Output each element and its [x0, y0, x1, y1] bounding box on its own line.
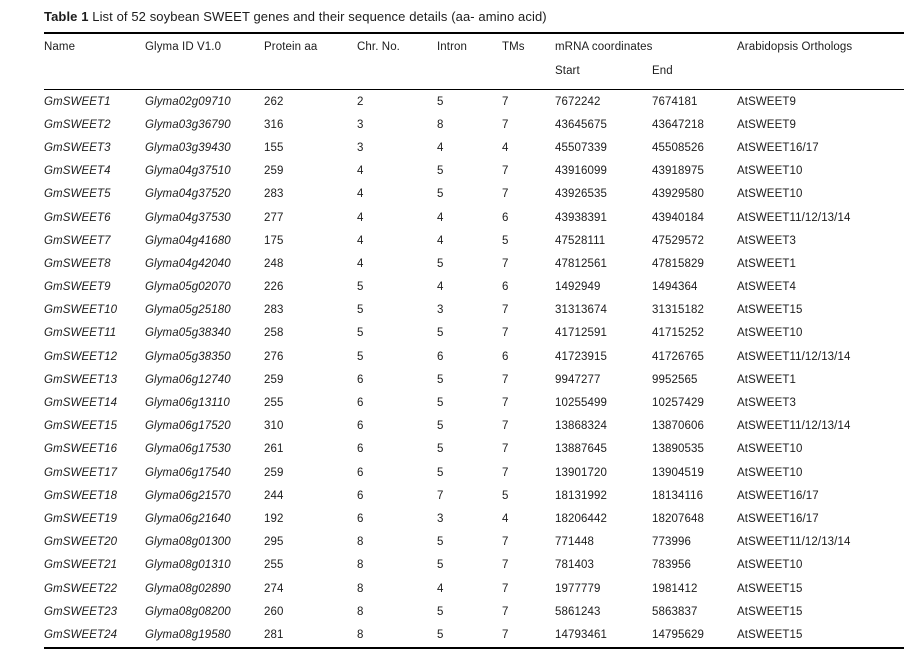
cell-arabidopsis-ortholog: AtSWEET1	[737, 373, 796, 386]
cell-mrna-end: 13890535	[652, 443, 704, 456]
cell-protein-aa: 175	[264, 234, 284, 247]
table-row	[44, 229, 904, 252]
cell-mrna-start: 43938391	[555, 211, 607, 224]
table-row	[44, 160, 904, 183]
cell-intron: 5	[437, 559, 444, 572]
cell-mrna-end: 1494364	[652, 281, 698, 294]
table-row	[44, 391, 904, 414]
cell-protein-aa: 261	[264, 443, 284, 456]
cell-gene-name: GmSWEET10	[44, 304, 118, 317]
column-header-intron: Intron	[437, 41, 468, 53]
cell-arabidopsis-ortholog: AtSWEET9	[737, 118, 796, 131]
cell-gene-name: GmSWEET23	[44, 605, 118, 618]
column-header-name: Name	[44, 41, 76, 53]
cell-mrna-start: 1492949	[555, 281, 601, 294]
table-row	[44, 461, 904, 484]
cell-arabidopsis-ortholog: AtSWEET15	[737, 582, 803, 595]
cell-tms: 7	[502, 466, 509, 479]
cell-tms: 4	[502, 141, 509, 154]
cell-tms: 7	[502, 188, 509, 201]
cell-mrna-start: 14793461	[555, 628, 607, 641]
cell-intron: 5	[437, 605, 444, 618]
cell-protein-aa: 244	[264, 489, 284, 502]
cell-tms: 6	[502, 350, 509, 363]
cell-mrna-start: 43916099	[555, 165, 607, 178]
cell-tms: 7	[502, 165, 509, 178]
cell-mrna-start: 31313674	[555, 304, 607, 317]
cell-glyma-id: Glyma05g02070	[145, 281, 231, 294]
cell-intron: 3	[437, 512, 444, 525]
cell-protein-aa: 283	[264, 304, 284, 317]
cell-protein-aa: 283	[264, 188, 284, 201]
cell-intron: 5	[437, 420, 444, 433]
cell-tms: 7	[502, 327, 509, 340]
cell-mrna-end: 783956	[652, 559, 691, 572]
table-row	[44, 113, 904, 136]
cell-intron: 4	[437, 211, 444, 224]
cell-mrna-start: 18131992	[555, 489, 607, 502]
cell-mrna-end: 9952565	[652, 373, 698, 386]
cell-glyma-id: Glyma08g02890	[145, 582, 231, 595]
cell-chr-no: 6	[357, 466, 364, 479]
cell-tms: 7	[502, 628, 509, 641]
cell-gene-name: GmSWEET12	[44, 350, 118, 363]
cell-mrna-start: 13901720	[555, 466, 607, 479]
header-row-main	[44, 33, 904, 63]
cell-glyma-id: Glyma03g36790	[145, 118, 231, 131]
cell-gene-name: GmSWEET5	[44, 188, 111, 201]
cell-intron: 4	[437, 141, 444, 154]
cell-chr-no: 2	[357, 95, 364, 108]
cell-gene-name: GmSWEET8	[44, 257, 111, 270]
cell-tms: 6	[502, 281, 509, 294]
cell-gene-name: GmSWEET15	[44, 420, 118, 433]
cell-chr-no: 6	[357, 397, 364, 410]
cell-chr-no: 6	[357, 443, 364, 456]
cell-gene-name: GmSWEET20	[44, 536, 118, 549]
cell-chr-no: 3	[357, 141, 364, 154]
table-caption	[44, 8, 904, 25]
cell-glyma-id: Glyma06g17530	[145, 443, 231, 456]
cell-tms: 7	[502, 605, 509, 618]
cell-chr-no: 4	[357, 188, 364, 201]
cell-chr-no: 5	[357, 304, 364, 317]
column-header-tms: TMs	[502, 41, 525, 53]
cell-glyma-id: Glyma03g39430	[145, 141, 231, 154]
cell-tms: 7	[502, 304, 509, 317]
cell-mrna-end: 45508526	[652, 141, 704, 154]
cell-arabidopsis-ortholog: AtSWEET15	[737, 605, 803, 618]
table-row	[44, 276, 904, 299]
table-row	[44, 438, 904, 461]
cell-mrna-start: 13887645	[555, 443, 607, 456]
cell-intron: 3	[437, 304, 444, 317]
cell-intron: 5	[437, 628, 444, 641]
cell-mrna-start: 43926535	[555, 188, 607, 201]
cell-intron: 5	[437, 466, 444, 479]
table-body	[44, 90, 904, 648]
cell-arabidopsis-ortholog: AtSWEET11/12/13/14	[737, 420, 851, 433]
cell-mrna-start: 43645675	[555, 118, 607, 131]
cell-intron: 5	[437, 165, 444, 178]
cell-chr-no: 4	[357, 257, 364, 270]
cell-mrna-start: 10255499	[555, 397, 607, 410]
cell-mrna-start: 13868324	[555, 420, 607, 433]
cell-protein-aa: 192	[264, 512, 284, 525]
cell-arabidopsis-ortholog: AtSWEET10	[737, 559, 803, 572]
cell-tms: 7	[502, 397, 509, 410]
cell-protein-aa: 259	[264, 373, 284, 386]
cell-intron: 4	[437, 281, 444, 294]
cell-protein-aa: 259	[264, 466, 284, 479]
cell-gene-name: GmSWEET13	[44, 373, 118, 386]
cell-tms: 7	[502, 582, 509, 595]
cell-protein-aa: 260	[264, 605, 284, 618]
cell-protein-aa: 248	[264, 257, 284, 270]
cell-glyma-id: Glyma06g21640	[145, 512, 231, 525]
cell-arabidopsis-ortholog: AtSWEET9	[737, 95, 796, 108]
column-header-start: Start	[555, 65, 580, 77]
cell-mrna-start: 781403	[555, 559, 594, 572]
cell-chr-no: 4	[357, 165, 364, 178]
column-header-chr-no: Chr. No.	[357, 41, 400, 53]
cell-arabidopsis-ortholog: AtSWEET16/17	[737, 489, 819, 502]
cell-arabidopsis-ortholog: AtSWEET15	[737, 628, 803, 641]
cell-protein-aa: 155	[264, 141, 284, 154]
cell-arabidopsis-ortholog: AtSWEET1	[737, 257, 796, 270]
cell-arabidopsis-ortholog: AtSWEET15	[737, 304, 803, 317]
cell-mrna-start: 47528111	[555, 234, 606, 247]
cell-gene-name: GmSWEET24	[44, 628, 118, 641]
cell-tms: 7	[502, 420, 509, 433]
table-row	[44, 368, 904, 391]
cell-intron: 5	[437, 373, 444, 386]
cell-protein-aa: 274	[264, 582, 284, 595]
cell-protein-aa: 281	[264, 628, 284, 641]
column-header-end: End	[652, 65, 673, 77]
cell-mrna-end: 5863837	[652, 605, 698, 618]
cell-glyma-id: Glyma06g17540	[145, 466, 231, 479]
cell-protein-aa: 310	[264, 420, 284, 433]
cell-mrna-end: 773996	[652, 536, 691, 549]
cell-tms: 7	[502, 95, 509, 108]
table-row	[44, 183, 904, 206]
cell-mrna-start: 7672242	[555, 95, 601, 108]
cell-arabidopsis-ortholog: AtSWEET3	[737, 234, 796, 247]
cell-chr-no: 3	[357, 118, 364, 131]
cell-gene-name: GmSWEET11	[44, 327, 117, 340]
cell-arabidopsis-ortholog: AtSWEET3	[737, 397, 796, 410]
cell-intron: 5	[437, 443, 444, 456]
cell-arabidopsis-ortholog: AtSWEET10	[737, 327, 803, 340]
table-row	[44, 577, 904, 600]
cell-arabidopsis-ortholog: AtSWEET10	[737, 466, 803, 479]
column-header-glyma-id: Glyma ID V1.0	[145, 41, 222, 53]
cell-glyma-id: Glyma04g41680	[145, 234, 231, 247]
cell-chr-no: 8	[357, 582, 364, 595]
cell-intron: 5	[437, 536, 444, 549]
cell-intron: 4	[437, 582, 444, 595]
cell-intron: 5	[437, 397, 444, 410]
cell-intron: 6	[437, 350, 444, 363]
cell-mrna-end: 41726765	[652, 350, 704, 363]
cell-mrna-start: 9947277	[555, 373, 601, 386]
cell-protein-aa: 277	[264, 211, 284, 224]
cell-protein-aa: 226	[264, 281, 284, 294]
cell-gene-name: GmSWEET7	[44, 234, 111, 247]
cell-tms: 7	[502, 257, 509, 270]
cell-mrna-end: 43918975	[652, 165, 704, 178]
cell-gene-name: GmSWEET6	[44, 211, 111, 224]
cell-glyma-id: Glyma06g13110	[145, 397, 230, 410]
cell-chr-no: 6	[357, 489, 364, 502]
table-row	[44, 90, 904, 114]
table-row	[44, 415, 904, 438]
cell-protein-aa: 276	[264, 350, 284, 363]
cell-mrna-end: 31315182	[652, 304, 704, 317]
cell-mrna-end: 47529572	[652, 234, 704, 247]
table-row	[44, 623, 904, 647]
cell-chr-no: 6	[357, 512, 364, 525]
table-row	[44, 345, 904, 368]
cell-arabidopsis-ortholog: AtSWEET11/12/13/14	[737, 536, 851, 549]
cell-gene-name: GmSWEET3	[44, 141, 111, 154]
cell-gene-name: GmSWEET1	[44, 95, 111, 108]
table-row	[44, 484, 904, 507]
cell-gene-name: GmSWEET4	[44, 165, 111, 178]
cell-gene-name: GmSWEET2	[44, 118, 111, 131]
cell-glyma-id: Glyma06g12740	[145, 373, 231, 386]
table-row	[44, 136, 904, 159]
cell-chr-no: 4	[357, 211, 364, 224]
cell-tms: 7	[502, 536, 509, 549]
cell-gene-name: GmSWEET19	[44, 512, 118, 525]
cell-tms: 7	[502, 373, 509, 386]
cell-protein-aa: 259	[264, 165, 284, 178]
cell-arabidopsis-ortholog: AtSWEET16/17	[737, 141, 819, 154]
table-container	[44, 8, 904, 649]
gene-table	[44, 32, 904, 649]
cell-protein-aa: 262	[264, 95, 284, 108]
cell-mrna-end: 43929580	[652, 188, 704, 201]
table-row	[44, 206, 904, 229]
table-caption-text: List of 52 soybean SWEET genes and their sequence details (aa- amino acid)	[88, 9, 547, 24]
cell-mrna-end: 47815829	[652, 257, 704, 270]
cell-chr-no: 8	[357, 536, 364, 549]
cell-mrna-end: 13904519	[652, 466, 704, 479]
cell-arabidopsis-ortholog: AtSWEET10	[737, 165, 803, 178]
cell-glyma-id: Glyma04g37510	[145, 165, 231, 178]
cell-gene-name: GmSWEET18	[44, 489, 118, 502]
cell-tms: 7	[502, 118, 509, 131]
cell-tms: 5	[502, 489, 509, 502]
cell-mrna-end: 14795629	[652, 628, 704, 641]
cell-mrna-start: 41723915	[555, 350, 607, 363]
cell-glyma-id: Glyma02g09710	[145, 95, 231, 108]
cell-gene-name: GmSWEET14	[44, 397, 118, 410]
cell-mrna-start: 5861243	[555, 605, 601, 618]
cell-mrna-end: 43940184	[652, 211, 704, 224]
cell-mrna-start: 18206442	[555, 512, 607, 525]
cell-gene-name: GmSWEET17	[44, 466, 118, 479]
cell-chr-no: 6	[357, 420, 364, 433]
cell-mrna-end: 43647218	[652, 118, 704, 131]
cell-arabidopsis-ortholog: AtSWEET16/17	[737, 512, 819, 525]
cell-chr-no: 5	[357, 327, 364, 340]
cell-intron: 4	[437, 234, 444, 247]
cell-arabidopsis-ortholog: AtSWEET11/12/13/14	[737, 211, 851, 224]
cell-chr-no: 8	[357, 559, 364, 572]
cell-glyma-id: Glyma08g08200	[145, 605, 231, 618]
table-row	[44, 322, 904, 345]
cell-intron: 8	[437, 118, 444, 131]
cell-chr-no: 8	[357, 628, 364, 641]
cell-glyma-id: Glyma05g38340	[145, 327, 231, 340]
cell-gene-name: GmSWEET9	[44, 281, 111, 294]
cell-tms: 6	[502, 211, 509, 224]
cell-mrna-start: 45507339	[555, 141, 607, 154]
cell-mrna-end: 13870606	[652, 420, 704, 433]
cell-intron: 5	[437, 188, 444, 201]
cell-chr-no: 5	[357, 281, 364, 294]
cell-intron: 5	[437, 257, 444, 270]
cell-mrna-end: 18207648	[652, 512, 704, 525]
cell-tms: 5	[502, 234, 509, 247]
cell-mrna-end: 18134116	[652, 489, 704, 502]
cell-glyma-id: Glyma08g01310	[145, 559, 231, 572]
cell-tms: 4	[502, 512, 509, 525]
cell-glyma-id: Glyma06g21570	[145, 489, 231, 502]
cell-gene-name: GmSWEET21	[44, 559, 118, 572]
cell-glyma-id: Glyma04g37530	[145, 211, 231, 224]
column-header-mrna-coordinates: mRNA coordinates	[555, 41, 653, 53]
cell-protein-aa: 255	[264, 559, 284, 572]
table-row	[44, 507, 904, 530]
cell-mrna-end: 41715252	[652, 327, 704, 340]
cell-chr-no: 6	[357, 373, 364, 386]
cell-mrna-end: 1981412	[652, 582, 698, 595]
cell-chr-no: 5	[357, 350, 364, 363]
cell-arabidopsis-ortholog: AtSWEET10	[737, 443, 803, 456]
cell-intron: 5	[437, 95, 444, 108]
cell-protein-aa: 255	[264, 397, 284, 410]
cell-mrna-end: 7674181	[652, 95, 698, 108]
cell-glyma-id: Glyma05g38350	[145, 350, 231, 363]
cell-tms: 7	[502, 559, 509, 572]
cell-arabidopsis-ortholog: AtSWEET4	[737, 281, 796, 294]
cell-intron: 5	[437, 327, 444, 340]
cell-protein-aa: 316	[264, 118, 284, 131]
cell-protein-aa: 295	[264, 536, 284, 549]
table-row	[44, 600, 904, 623]
cell-glyma-id: Glyma05g25180	[145, 304, 231, 317]
cell-gene-name: GmSWEET22	[44, 582, 118, 595]
cell-chr-no: 8	[357, 605, 364, 618]
column-header-protein-aa: Protein aa	[264, 41, 318, 53]
table-row	[44, 554, 904, 577]
table-header	[44, 33, 904, 90]
table-caption-label: Table 1	[44, 9, 89, 24]
cell-protein-aa: 258	[264, 327, 284, 340]
cell-mrna-start: 41712591	[555, 327, 607, 340]
cell-mrna-end: 10257429	[652, 397, 704, 410]
cell-glyma-id: Glyma08g19580	[145, 628, 231, 641]
cell-intron: 7	[437, 489, 444, 502]
cell-arabidopsis-ortholog: AtSWEET10	[737, 188, 803, 201]
cell-tms: 7	[502, 443, 509, 456]
cell-glyma-id: Glyma06g17520	[145, 420, 231, 433]
table-row	[44, 531, 904, 554]
cell-arabidopsis-ortholog: AtSWEET11/12/13/14	[737, 350, 851, 363]
cell-mrna-start: 47812561	[555, 257, 607, 270]
cell-glyma-id: Glyma04g37520	[145, 188, 231, 201]
cell-gene-name: GmSWEET16	[44, 443, 118, 456]
column-header-arabidopsis-orthologs: Arabidopsis Orthologs	[737, 41, 853, 53]
cell-chr-no: 4	[357, 234, 364, 247]
table-row	[44, 299, 904, 322]
table-row	[44, 252, 904, 275]
cell-mrna-start: 771448	[555, 536, 594, 549]
cell-glyma-id: Glyma04g42040	[145, 257, 231, 270]
cell-mrna-start: 1977779	[555, 582, 601, 595]
cell-glyma-id: Glyma08g01300	[145, 536, 231, 549]
